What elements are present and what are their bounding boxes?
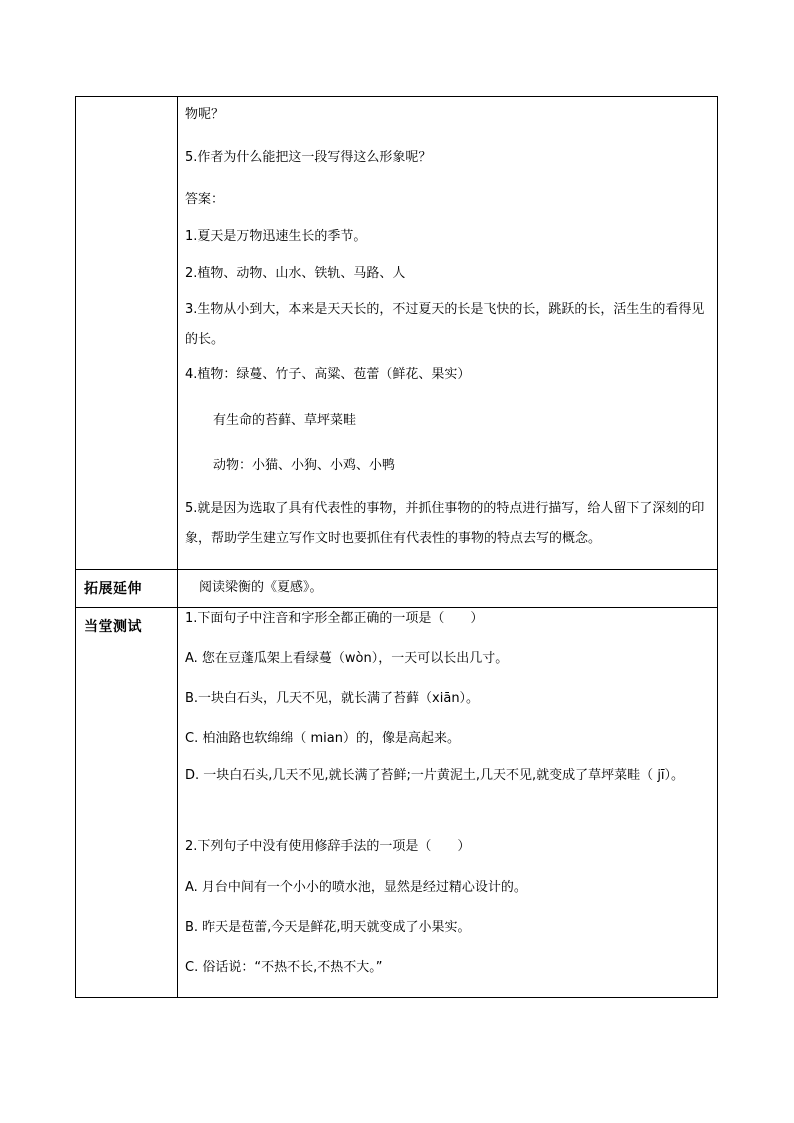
- quiz-question-2: 2.下列句子中没有使用修辞手法的一项是（ ）: [185, 839, 471, 854]
- answer-heading: 答案：: [185, 192, 225, 207]
- answer-4-sub-1: 有生命的苔藓、草坪菜畦: [213, 413, 357, 428]
- quiz-option: A. 月台中间有一个小小的喷水池，显然是经过精心设计的。: [185, 880, 527, 895]
- question-5: 5.作者为什么能把这一段写得这么形象呢？: [185, 150, 432, 165]
- answer-3: 3.生物从小到大，本来是天天长的，不过夏天的长是飞快的长，跳跃的长，活生生的看得见的长。: [185, 302, 705, 347]
- answer-4-sub-2: 动物：小猫、小狗、小鸡、小鸭: [213, 458, 396, 473]
- answer-2: 2.植物、动物、山水、铁轨、马路、人: [185, 266, 406, 281]
- quiz-option: B.一块白石头，几天不见，就长满了苔藓（xiān）。: [185, 691, 480, 706]
- text-line: 物呢？: [185, 107, 225, 122]
- quiz-option: B. 昨天是苞蕾,今天是鲜花,明天就变成了小果实。: [185, 920, 471, 935]
- answer-1: 1.夏天是万物迅速生长的季节。: [185, 229, 367, 244]
- lesson-table: [75, 96, 718, 998]
- column-divider: [177, 97, 178, 997]
- extension-text: 阅读梁衡的《夏感》。: [199, 580, 323, 595]
- answers-cell: [185, 97, 711, 569]
- quiz-cell: [185, 607, 711, 999]
- answer-5: 5.就是因为选取了具有代表性的事物，并抓住事物的的特点进行描写，给人留下了深刻的印象，帮助学生建立写作文时也要抓住有代表性的事物的特点去写的概念。: [185, 501, 705, 546]
- quiz-option: D. 一块白石头,几天不见,就长满了苔鲜;一片黄泥土,几天不见,就变成了草坪菜畦（ jī）。: [185, 768, 685, 783]
- row-label-extension: 拓展延伸: [84, 581, 142, 597]
- extension-cell: [185, 569, 711, 607]
- quiz-question-1: 1.下面句子中注音和字形全都正确的一项是（ ）: [185, 611, 484, 626]
- quiz-option: C. 柏油路也软绵绵（ mian）的，像是高起来。: [185, 731, 460, 746]
- quiz-option: C. 俗话说：“不热不长,不热不大。”: [185, 960, 383, 975]
- answer-4: 4.植物：绿蔓、竹子、高粱、苞蕾（鲜花、果实）: [185, 367, 471, 382]
- row-label-quiz: 当堂测试: [84, 619, 142, 635]
- quiz-option: A. 您在豆蓬瓜架上看绿蔓（wòn），一天可以长出几寸。: [185, 651, 509, 666]
